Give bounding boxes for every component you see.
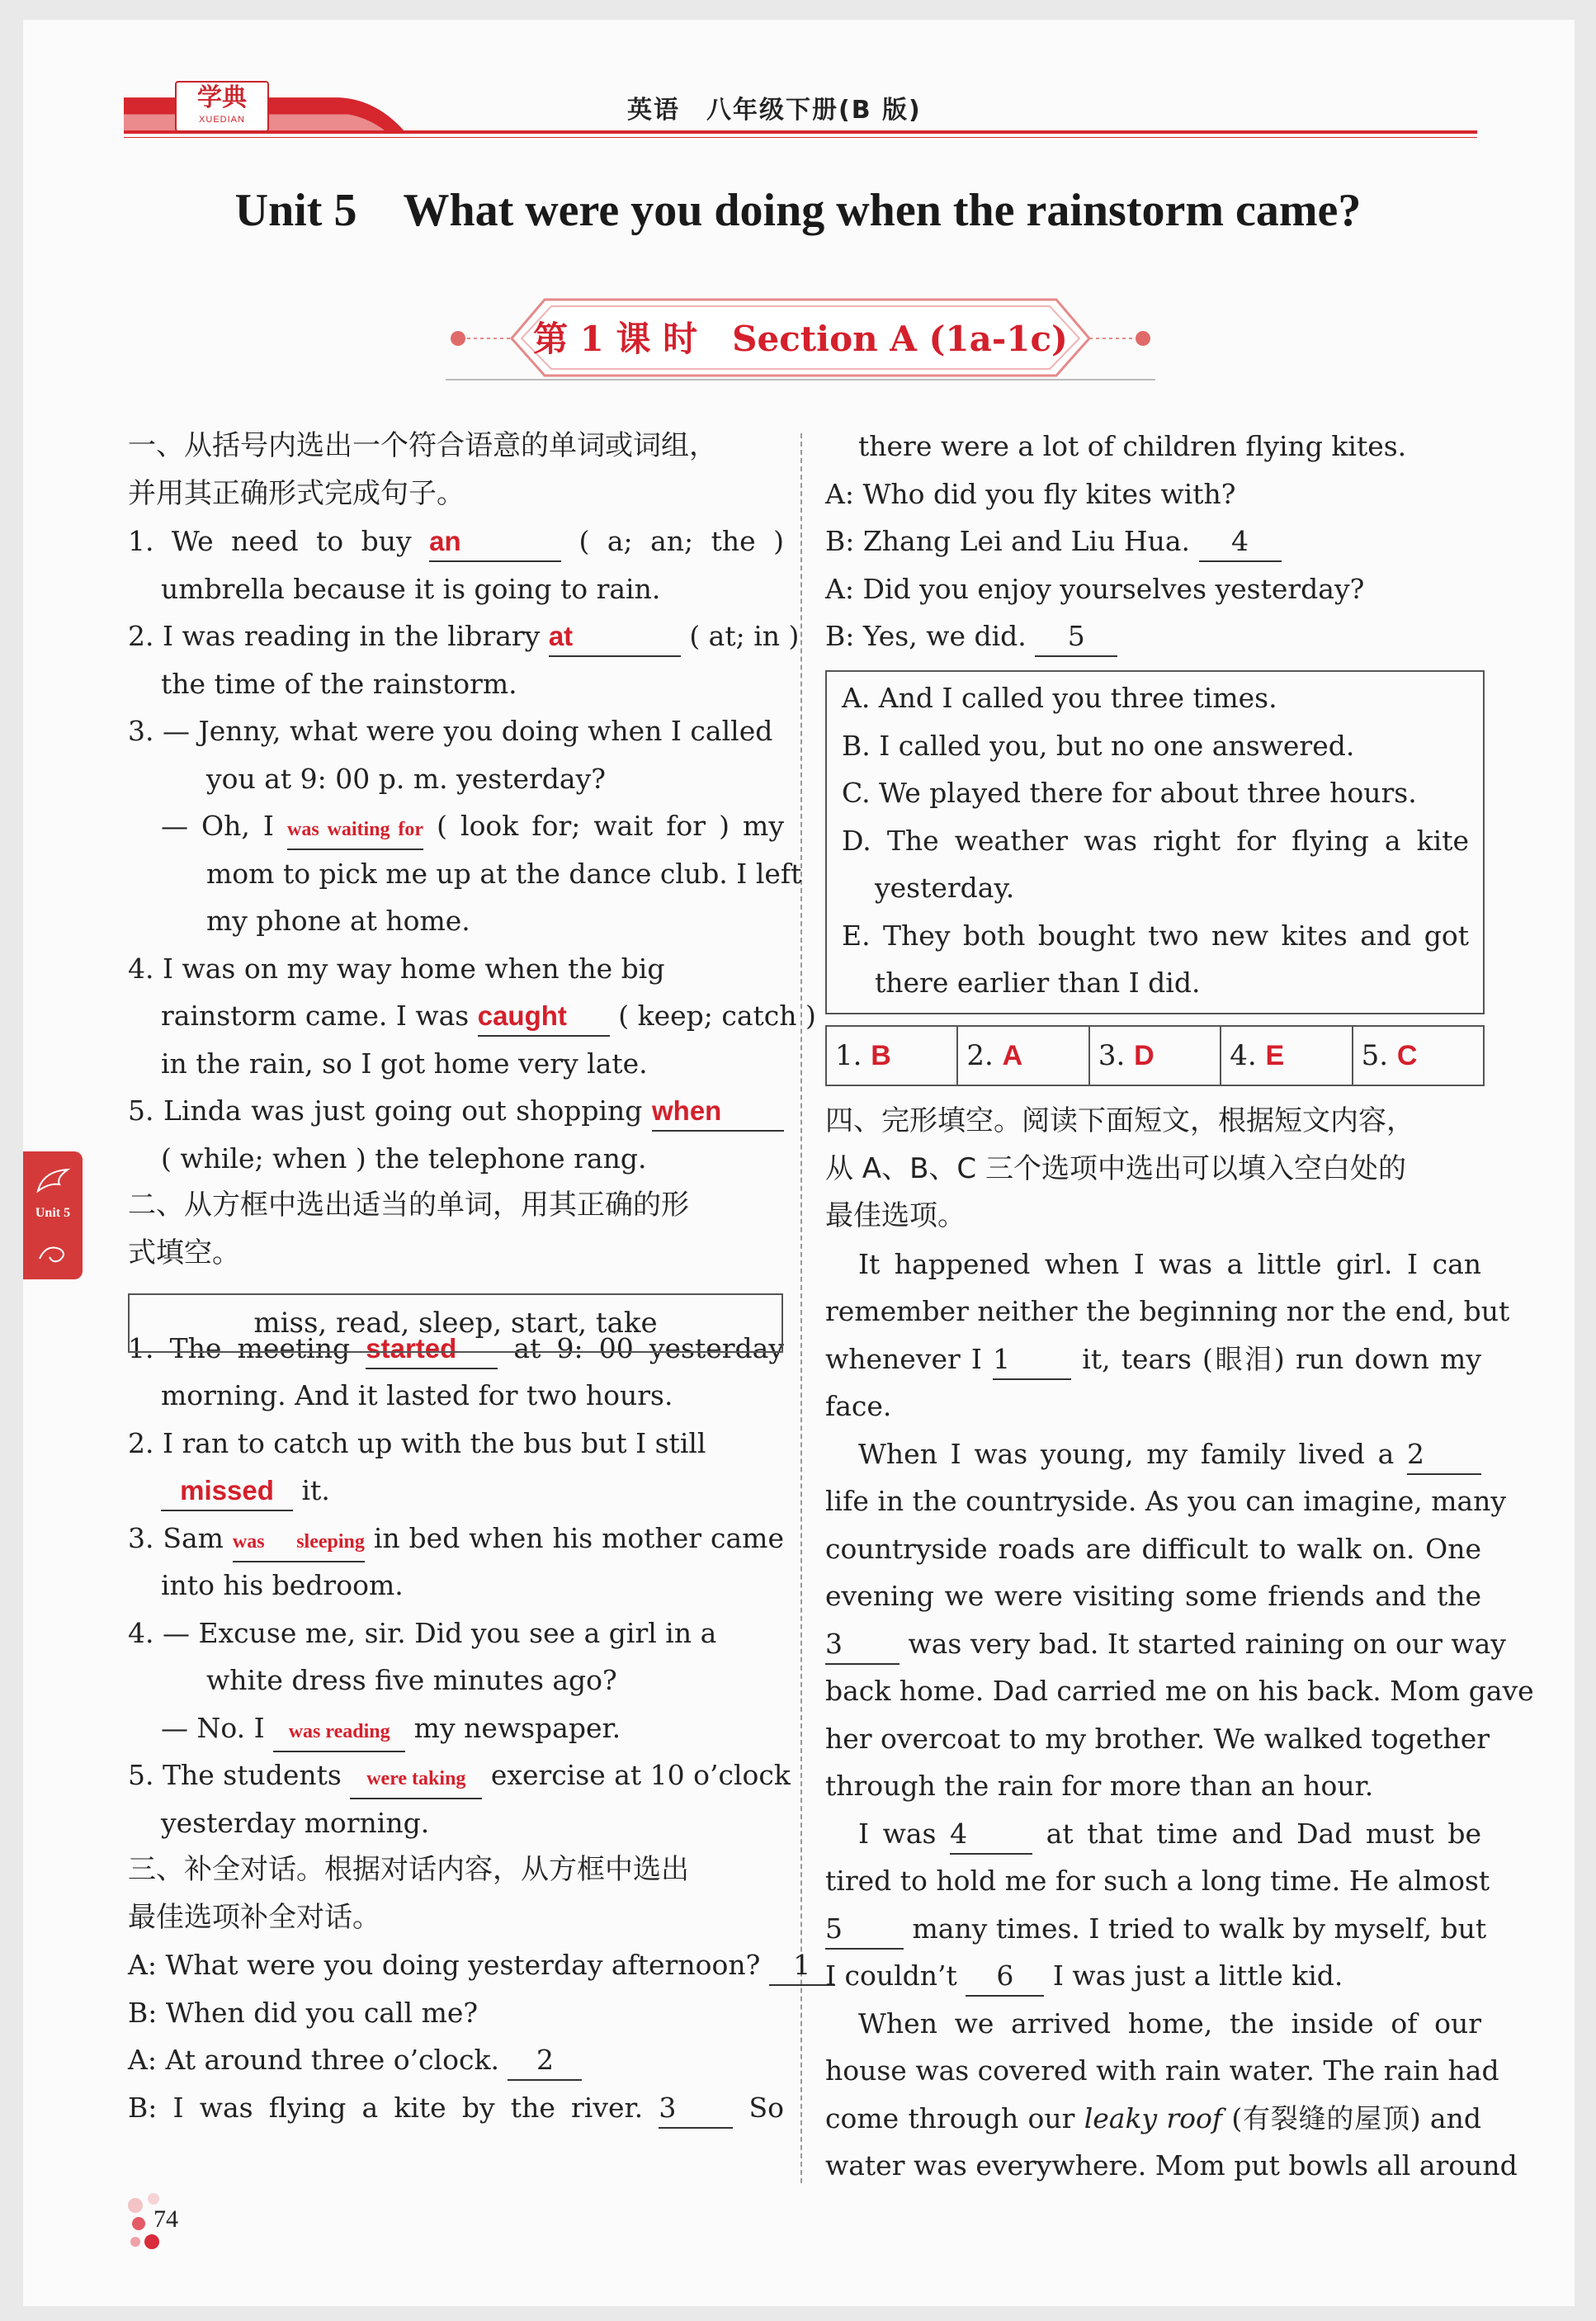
part1-heading-2: 并用其正确形式完成句子。 bbox=[128, 476, 465, 510]
wing-icon bbox=[35, 1166, 71, 1196]
answer-blank: 5 bbox=[1035, 617, 1117, 657]
option-item: A. And I called you three times. bbox=[842, 682, 1277, 714]
part4-heading-2: 从 A、B、C 三个选项中选出可以填入空白处的 bbox=[825, 1151, 1406, 1185]
logo-subtext: XUEDIAN bbox=[199, 115, 245, 125]
dialog-line: B: I was flying a kite by the river. 3 So bbox=[128, 2084, 784, 2132]
p1-q2: 2. I was reading in the library at ( at; in ) bbox=[128, 612, 784, 660]
p1-q4-end: in the rain, so I got home very late. bbox=[161, 1047, 648, 1080]
passage-line: When I was young, my family lived a 2 bbox=[825, 1430, 1481, 1478]
unit-title: Unit 5 What were you doing when the rainstorm came? bbox=[234, 185, 1362, 236]
answer-blank: was sleeping bbox=[233, 1520, 365, 1562]
cloze-blank: 4 bbox=[950, 1815, 1032, 1855]
p2-q5: 5. The students were taking exercise at 10 o’clock bbox=[128, 1751, 784, 1799]
part2-heading: 二、从方框中选出适当的单词，用其正确的形 bbox=[128, 1189, 689, 1222]
p1-q2-cont: the time of the rainstorm. bbox=[161, 667, 517, 700]
option-item-cont: yesterday. bbox=[875, 872, 1015, 904]
p2-q4-reply: — No. I was reading my newspaper. bbox=[128, 1704, 784, 1752]
option-item: C. We played there for about three hours. bbox=[842, 777, 1417, 809]
dialog-line: A: Did you enjoy yourselves yesterday? bbox=[825, 572, 1365, 605]
p1-q5-cont: ( while; when ) the telephone rang. bbox=[161, 1142, 647, 1175]
passage-line: It happened when I was a little girl. I can bbox=[858, 1247, 1481, 1280]
unit-side-tab bbox=[23, 1151, 83, 1279]
option-item: B. I called you, but no one answered. bbox=[842, 729, 1355, 762]
dialog-line: A: Who did you fly kites with? bbox=[825, 477, 1236, 510]
word-bank-box: miss, read, sleep, start, take bbox=[128, 1293, 783, 1353]
dialog-line: B: Zhang Lei and Liu Hua. 4 bbox=[825, 518, 1481, 565]
left-column bbox=[128, 423, 816, 2131]
passage-line: 3 was very bad. It started raining on our way bbox=[825, 1620, 1481, 1668]
option-item: E. They both bought two new kites and got bbox=[842, 919, 1469, 952]
passage-line: whenever I 1 it, tears (眼泪) run down my bbox=[825, 1335, 1481, 1383]
swirl-icon bbox=[35, 1239, 71, 1269]
header-rule-thin bbox=[124, 137, 1477, 138]
part4-heading-3: 最佳选项。 bbox=[825, 1199, 966, 1232]
book-title: 英语 八年级下册(B 版) bbox=[627, 96, 922, 125]
passage-line: water was everywhere. Mom put bowls all around bbox=[825, 2149, 1518, 2182]
passage-line: I was 4 at that time and Dad must be bbox=[825, 1810, 1481, 1858]
part1-heading: 一、从括号内选出一个符合语意的单词或词组， bbox=[128, 429, 717, 462]
part3-heading-2: 最佳选项补全对话。 bbox=[128, 1900, 380, 1934]
header-rule bbox=[124, 130, 1477, 134]
p1-q3-reply: — Oh, I was waiting for ( look for; wait for ) my bbox=[128, 802, 784, 850]
cloze-section bbox=[825, 1098, 1534, 2190]
cloze-blank: 3 bbox=[825, 1625, 900, 1665]
passage-line: tired to hold me for such a long time. He almost bbox=[825, 1865, 1490, 1897]
answer-blank: at bbox=[549, 617, 681, 657]
answer-blank: caught bbox=[478, 997, 610, 1037]
answer-cell: 3. D bbox=[1090, 1027, 1221, 1085]
part3-heading: 三、补全对话。根据对话内容，从方框中选出 bbox=[128, 1853, 689, 1886]
p2-q5-cont: yesterday morning. bbox=[161, 1806, 430, 1839]
dialog-line: A: At around three o’clock. 2 bbox=[128, 2036, 784, 2084]
passage-line: remember neither the beginning nor the end, but bbox=[825, 1295, 1510, 1327]
p1-q1: 1. We need to buy an ( a; an; the ) bbox=[128, 518, 784, 565]
column-divider bbox=[800, 433, 802, 2183]
p1-q4: 4. I was on my way home when the big bbox=[128, 952, 665, 985]
p2-q4: 4. — Excuse me, sir. Did you see a girl in a bbox=[128, 1616, 717, 1649]
page-number: 74 bbox=[153, 2205, 178, 2233]
passage-line: face. bbox=[825, 1390, 892, 1422]
answer-blank: 1 bbox=[769, 1946, 835, 1986]
passage-line: back home. Dad carried me on his back. Mom gave bbox=[825, 1675, 1534, 1707]
dialog-line: A: What were you doing yesterday afternoon? 1 bbox=[128, 1941, 784, 1989]
answer-blank: an bbox=[429, 522, 561, 562]
cloze-blank: 6 bbox=[966, 1957, 1044, 1997]
passage-line: her overcoat to my brother. We walked together bbox=[825, 1722, 1490, 1755]
dialog-line: there were a lot of children flying kites. bbox=[858, 430, 1407, 462]
options-box bbox=[825, 670, 1485, 1014]
passage-line: house was covered with rain water. The rain had bbox=[825, 2054, 1499, 2087]
answer-blank: was reading bbox=[273, 1709, 405, 1752]
p2-q4-cont: white dress five minutes ago? bbox=[206, 1664, 617, 1696]
p2-q3-cont: into his bedroom. bbox=[161, 1569, 404, 1601]
p1-q3-reply-end: my phone at home. bbox=[206, 905, 470, 937]
answer-blank: was waiting for bbox=[287, 807, 423, 850]
passage-line: life in the countryside. As you can imagine, many bbox=[825, 1485, 1507, 1517]
logo-text: 学典 bbox=[197, 83, 247, 112]
answer-cell: 1. B bbox=[827, 1027, 958, 1085]
dialog-line: B: When did you call me? bbox=[128, 1996, 479, 2029]
p2-q2-cont: missed it. bbox=[128, 1467, 784, 1515]
option-item-cont: there earlier than I did. bbox=[875, 967, 1201, 999]
options-list bbox=[842, 674, 1469, 1007]
passage-line: come through our leaky roof (有裂缝的屋顶) and bbox=[825, 2101, 1481, 2134]
passage-line: 5 many times. I tried to walk by myself, but bbox=[825, 1905, 1481, 1953]
answer-blank: 2 bbox=[508, 2041, 582, 2081]
answer-blank: missed bbox=[161, 1472, 293, 1511]
answer-blank: were taking bbox=[350, 1756, 482, 1799]
answer-blank: 3 bbox=[659, 2089, 733, 2129]
option-item: D. The weather was right for flying a kite bbox=[842, 824, 1469, 857]
right-column bbox=[825, 423, 1481, 660]
p1-q3-cont: you at 9: 00 p. m. yesterday? bbox=[206, 762, 606, 795]
passage-line: countryside roads are difficult to walk on. One bbox=[825, 1532, 1481, 1565]
cloze-blank: 1 bbox=[993, 1340, 1071, 1380]
p1-q3-reply-cont: mom to pick me up at the dance club. I left bbox=[206, 857, 802, 890]
passage-line: through the rain for more than an hour. bbox=[825, 1770, 1374, 1802]
p1-q3: 3. — Jenny, what were you doing when I called bbox=[128, 715, 773, 747]
p1-q5: 5. Linda was just going out shopping when bbox=[128, 1087, 784, 1135]
answer-blank: started bbox=[366, 1330, 498, 1369]
cloze-blank: 5 bbox=[825, 1910, 904, 1950]
answer-blank: 4 bbox=[1199, 522, 1282, 562]
p1-q1-cont: umbrella because it is going to rain. bbox=[161, 572, 661, 605]
answer-cell: 4. E bbox=[1221, 1027, 1353, 1085]
p2-q1-cont: morning. And it lasted for two hours. bbox=[161, 1379, 673, 1411]
answer-blank: when bbox=[652, 1092, 784, 1132]
answer-table bbox=[825, 1025, 1485, 1086]
side-tab-label: Unit 5 bbox=[35, 1206, 71, 1220]
part4-heading: 四、完形填空。阅读下面短文，根据短文内容， bbox=[825, 1104, 1414, 1137]
section-title: 第 1 课 时 Section A (1a-1c) bbox=[533, 319, 1068, 359]
p2-q3: 3. Sam was sleeping in bed when his mother came bbox=[128, 1515, 784, 1562]
p2-q2: 2. I ran to catch up with the bus but I still bbox=[128, 1426, 706, 1459]
answer-cell: 2. A bbox=[958, 1027, 1089, 1085]
dialog-line: B: Yes, we did. 5 bbox=[825, 612, 1481, 660]
cloze-blank: 2 bbox=[1407, 1435, 1481, 1475]
p2-q1: 1. The meeting started at 9: 00 yesterday bbox=[128, 1325, 784, 1373]
passage-line: evening we were visiting some friends and the bbox=[825, 1580, 1481, 1612]
answer-cell: 5. C bbox=[1361, 1039, 1418, 1072]
passage-line: I couldn’t 6 I was just a little kid. bbox=[825, 1952, 1481, 2000]
part2-heading-2: 式填空。 bbox=[128, 1236, 240, 1269]
p1-q4-cont: rainstorm came. I was caught ( keep; catch ) bbox=[128, 992, 784, 1040]
passage-line: When we arrived home, the inside of our bbox=[858, 2007, 1481, 2040]
logo bbox=[175, 81, 269, 132]
